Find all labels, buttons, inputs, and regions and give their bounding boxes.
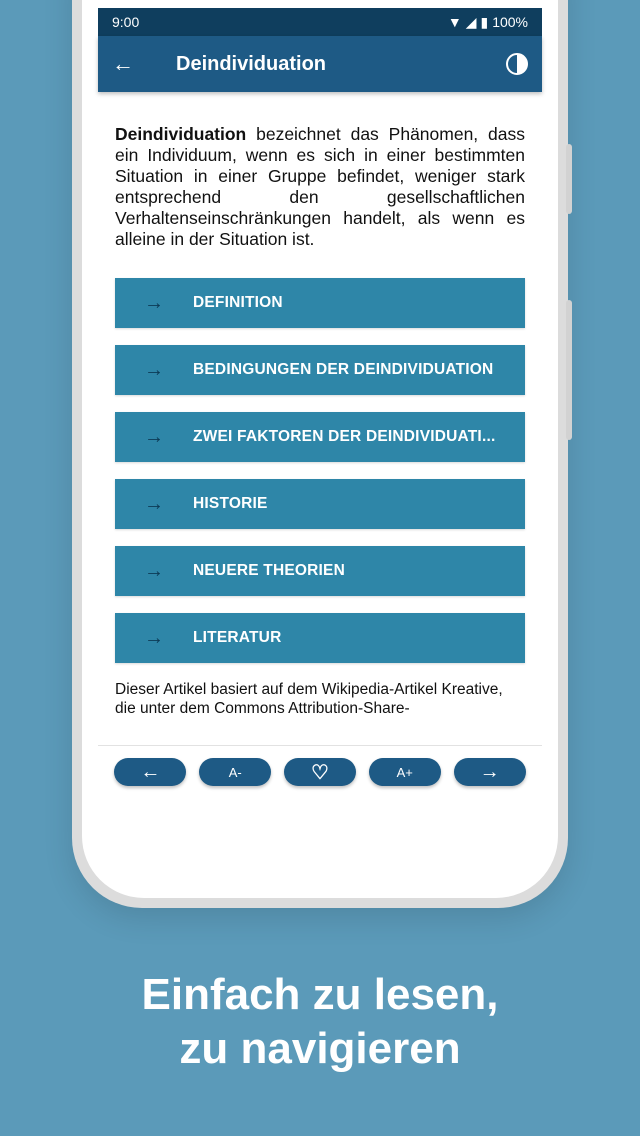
status-bar [98, 8, 542, 36]
side-button-power [566, 144, 572, 214]
section-button-neuere-theorien[interactable] [115, 546, 525, 596]
page-title: Deindividuation [176, 52, 326, 75]
arrow-right-icon: → [144, 559, 164, 582]
app-bar [98, 36, 542, 92]
contrast-icon[interactable] [506, 53, 528, 75]
previous-article-button[interactable]: ← [114, 758, 186, 786]
battery-icon: ▮ [480, 13, 489, 30]
article-intro [115, 124, 525, 250]
signal-icon: ◢ [465, 13, 477, 30]
bottom-toolbar [98, 752, 542, 792]
bottom-divider [98, 745, 542, 746]
back-arrow-icon[interactable]: ← [112, 51, 134, 76]
section-label: DEFINITION [193, 294, 283, 311]
heart-icon[interactable]: ♡ [284, 758, 356, 786]
arrow-right-icon: → [144, 358, 164, 381]
section-button-bedingungen[interactable] [115, 345, 525, 395]
section-button-zwei-faktoren[interactable] [115, 412, 525, 462]
caption-line-1: Einfach zu lesen, [141, 970, 499, 1019]
section-label: BEDINGUNGEN DER DEINDIVIDUATION [193, 361, 494, 378]
section-label: HISTORIE [193, 495, 268, 512]
arrow-right-icon: → [144, 425, 164, 448]
intro-term: Deindividuation [115, 124, 247, 144]
section-label: NEUERE THEORIEN [193, 562, 345, 579]
promo-caption [0, 968, 640, 1076]
status-time: 9:00 [112, 14, 140, 30]
section-list [115, 278, 525, 663]
arrow-right-icon: → [144, 291, 164, 314]
intro-text: bezeichnet das Phänomen, dass ein Individuum, wenn es sich in einer bestimmten Situation in einer Gruppe befindet, weniger stark entsprechend den gesellschaftlichen Verhaltenseinschränkungen handelt, als wenn es alleine in der Situation ist. [115, 124, 525, 249]
section-label: ZWEI FAKTOREN DER DEINDIVIDUATI... [193, 428, 496, 445]
app-screen [98, 8, 542, 808]
arrow-right-icon: → [144, 626, 164, 649]
battery-level: 100% [492, 14, 528, 30]
status-indicators [448, 14, 528, 31]
font-smaller-button[interactable]: A- [199, 758, 271, 786]
section-button-literatur[interactable] [115, 613, 525, 663]
section-label: LITERATUR [193, 629, 282, 646]
wifi-icon: ▼ [447, 14, 462, 30]
font-larger-button[interactable]: A+ [369, 758, 441, 786]
next-article-button[interactable]: → [454, 758, 526, 786]
article-content [98, 92, 542, 720]
side-button-volume [566, 300, 572, 440]
section-button-definition[interactable] [115, 278, 525, 328]
caption-line-2: zu navigieren [179, 1024, 461, 1073]
license-text: Dieser Artikel basiert auf dem Wikipedia-Artikel Kreative, die unter dem Commons Attribution-Share- [115, 681, 503, 717]
section-button-historie[interactable] [115, 479, 525, 529]
arrow-right-icon: → [144, 492, 164, 515]
